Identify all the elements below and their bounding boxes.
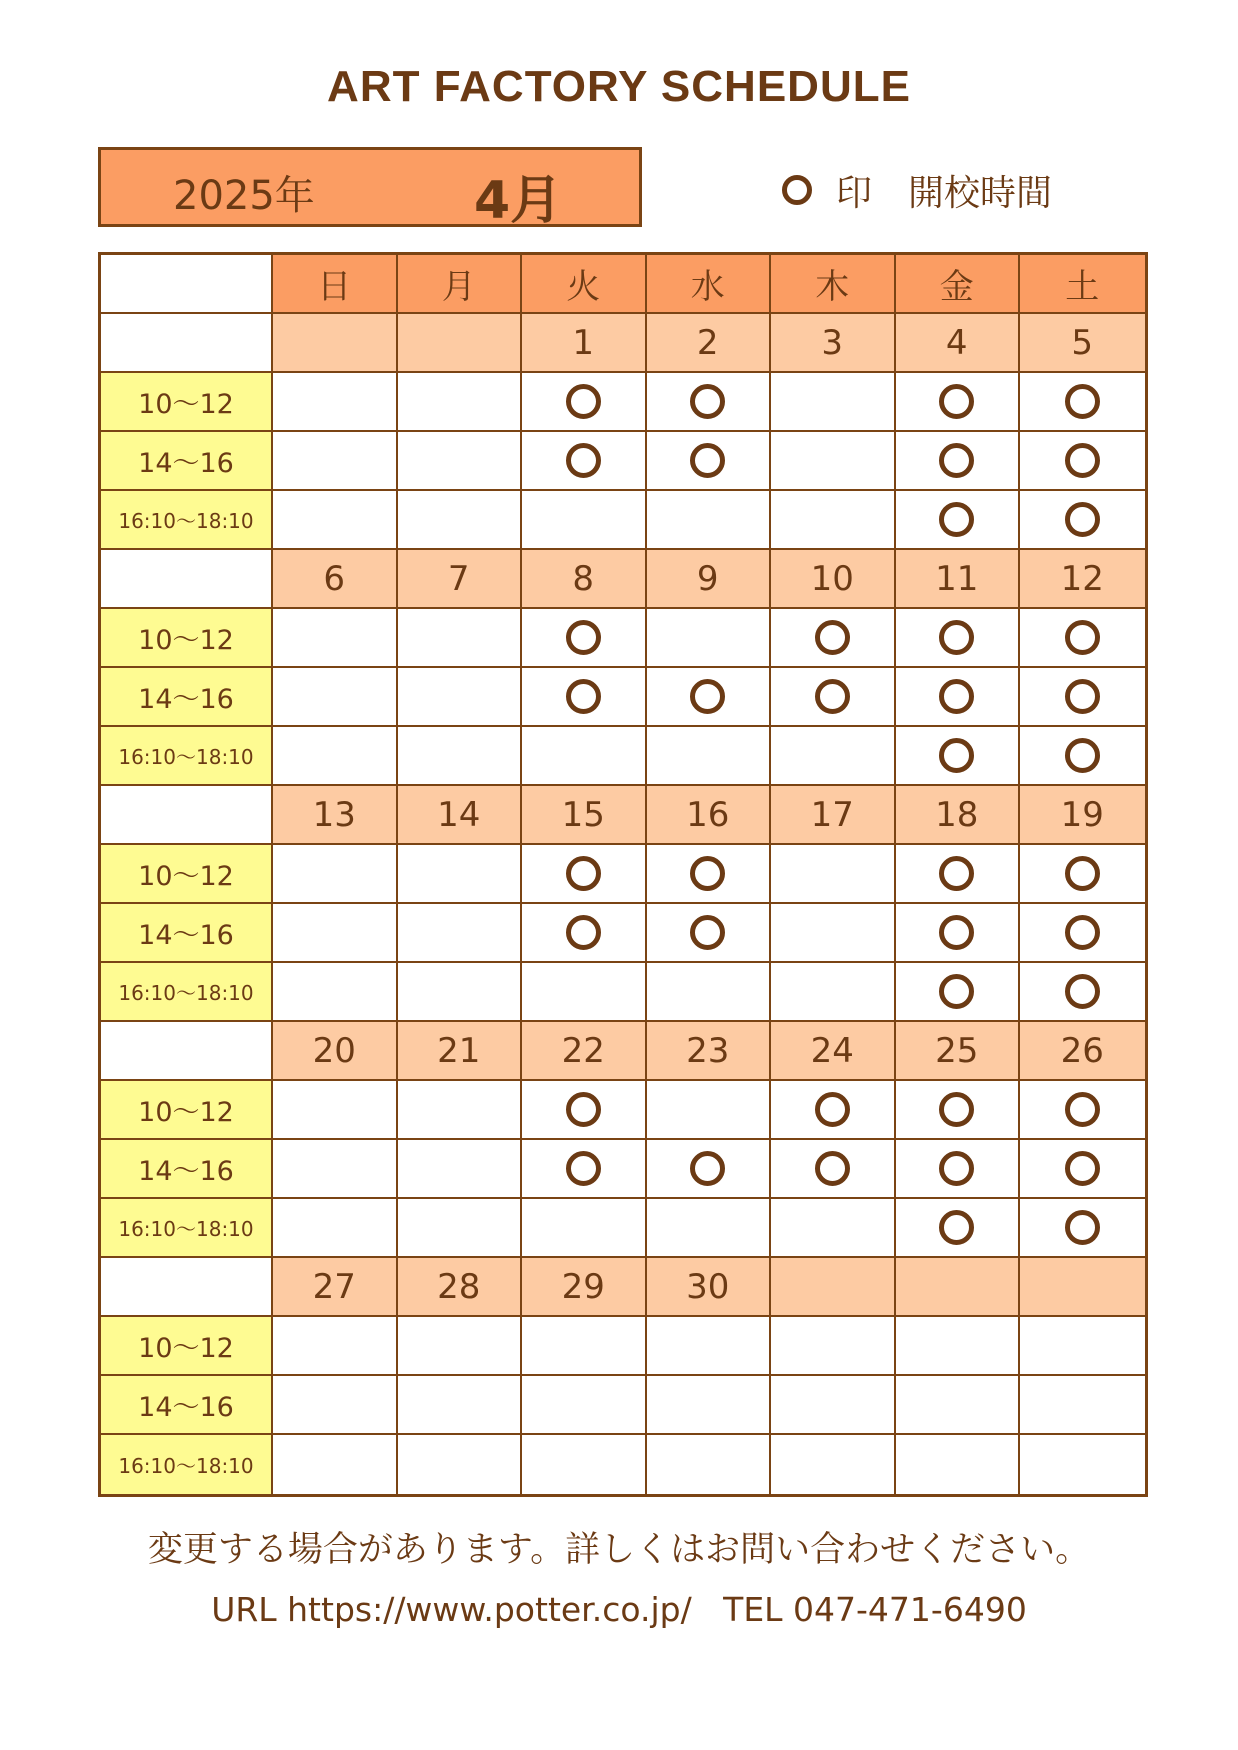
slot-cell bbox=[896, 1081, 1021, 1140]
time-slot-label: 16:10〜18:10 bbox=[101, 963, 273, 1022]
open-circle-icon bbox=[690, 443, 725, 478]
slot-cell bbox=[398, 1199, 523, 1258]
slot-cell bbox=[1020, 1140, 1145, 1199]
weekday-header: 月 bbox=[398, 255, 523, 314]
open-circle-icon bbox=[939, 443, 974, 478]
slot-cell bbox=[896, 963, 1021, 1022]
slot-cell bbox=[896, 609, 1021, 668]
slot-cell bbox=[771, 1376, 896, 1435]
slot-cell bbox=[896, 1140, 1021, 1199]
slot-cell bbox=[771, 1199, 896, 1258]
weekday-header: 木 bbox=[771, 255, 896, 314]
month-header bbox=[98, 147, 642, 231]
date-cell: 21 bbox=[398, 1022, 523, 1081]
slot-cell bbox=[1020, 1199, 1145, 1258]
slot-cell bbox=[522, 904, 647, 963]
date-cell: 6 bbox=[273, 550, 398, 609]
slot-cell bbox=[273, 845, 398, 904]
open-circle-icon bbox=[690, 915, 725, 950]
date-cell: 3 bbox=[771, 314, 896, 373]
slot-cell bbox=[647, 1081, 772, 1140]
time-slot-label: 10〜12 bbox=[101, 1317, 273, 1376]
slot-cell bbox=[273, 1081, 398, 1140]
slot-cell bbox=[1020, 963, 1145, 1022]
slot-cell bbox=[771, 963, 896, 1022]
date-cell bbox=[771, 1258, 896, 1317]
slot-cell bbox=[522, 668, 647, 727]
open-circle-icon bbox=[1065, 620, 1100, 655]
slot-cell bbox=[647, 491, 772, 550]
slot-cell bbox=[522, 1317, 647, 1376]
slot-cell bbox=[522, 1081, 647, 1140]
open-circle-icon bbox=[1065, 502, 1100, 537]
slot-cell bbox=[647, 963, 772, 1022]
slot-cell bbox=[273, 609, 398, 668]
date-cell: 24 bbox=[771, 1022, 896, 1081]
slot-cell bbox=[273, 373, 398, 432]
slot-cell bbox=[522, 609, 647, 668]
slot-cell bbox=[896, 1435, 1021, 1494]
date-cell: 16 bbox=[647, 786, 772, 845]
slot-cell bbox=[398, 727, 523, 786]
open-circle-icon bbox=[939, 738, 974, 773]
slot-cell bbox=[398, 904, 523, 963]
slot-cell bbox=[522, 845, 647, 904]
open-circle-icon bbox=[939, 1092, 974, 1127]
date-cell: 27 bbox=[273, 1258, 398, 1317]
slot-cell bbox=[1020, 845, 1145, 904]
time-slot-label: 10〜12 bbox=[101, 373, 273, 432]
date-cell: 12 bbox=[1020, 550, 1145, 609]
date-cell: 19 bbox=[1020, 786, 1145, 845]
date-cell: 15 bbox=[522, 786, 647, 845]
slot-cell bbox=[398, 1081, 523, 1140]
open-circle-icon bbox=[566, 384, 601, 419]
open-circle-icon bbox=[690, 856, 725, 891]
date-cell: 11 bbox=[896, 550, 1021, 609]
slot-cell bbox=[1020, 904, 1145, 963]
time-slot-label: 16:10〜18:10 bbox=[101, 491, 273, 550]
slot-cell bbox=[1020, 1435, 1145, 1494]
slot-cell bbox=[398, 1317, 523, 1376]
date-cell: 28 bbox=[398, 1258, 523, 1317]
slot-cell bbox=[771, 491, 896, 550]
slot-cell bbox=[647, 727, 772, 786]
slot-cell bbox=[771, 727, 896, 786]
weekday-header: 金 bbox=[896, 255, 1021, 314]
slot-cell bbox=[771, 904, 896, 963]
slot-cell bbox=[647, 1376, 772, 1435]
weekday-header: 日 bbox=[273, 255, 398, 314]
time-slot-label: 16:10〜18:10 bbox=[101, 1435, 273, 1494]
open-circle-icon bbox=[1065, 443, 1100, 478]
date-cell: 14 bbox=[398, 786, 523, 845]
slot-cell bbox=[771, 1435, 896, 1494]
open-circle-icon bbox=[939, 1210, 974, 1245]
open-circle-icon bbox=[566, 1151, 601, 1186]
open-circle-icon bbox=[1065, 915, 1100, 950]
time-slot-label: 14〜16 bbox=[101, 668, 273, 727]
slot-cell bbox=[896, 432, 1021, 491]
legend-mark-label: 印 bbox=[836, 172, 873, 214]
slot-cell bbox=[1020, 727, 1145, 786]
date-cell: 1 bbox=[522, 314, 647, 373]
date-cell: 17 bbox=[771, 786, 896, 845]
slot-cell bbox=[1020, 668, 1145, 727]
date-cell: 20 bbox=[273, 1022, 398, 1081]
slot-cell bbox=[896, 668, 1021, 727]
open-circle-icon bbox=[782, 175, 812, 205]
date-cell: 8 bbox=[522, 550, 647, 609]
open-circle-icon bbox=[566, 1092, 601, 1127]
date-cell bbox=[398, 314, 523, 373]
slot-cell bbox=[273, 1435, 398, 1494]
open-circle-icon bbox=[566, 856, 601, 891]
slot-cell bbox=[896, 1317, 1021, 1376]
time-slot-label: 14〜16 bbox=[101, 904, 273, 963]
date-cell: 13 bbox=[273, 786, 398, 845]
open-circle-icon bbox=[1065, 384, 1100, 419]
contact-footer: URL https://www.potter.co.jp/ TEL 047-471-6490 bbox=[211, 1590, 1027, 1629]
slot-cell bbox=[896, 1376, 1021, 1435]
slot-cell bbox=[522, 373, 647, 432]
date-cell: 5 bbox=[1020, 314, 1145, 373]
time-slot-label: 14〜16 bbox=[101, 1376, 273, 1435]
week-label-cell bbox=[101, 550, 273, 609]
date-cell: 9 bbox=[647, 550, 772, 609]
weekday-header: 土 bbox=[1020, 255, 1145, 314]
slot-cell bbox=[896, 1199, 1021, 1258]
open-circle-icon bbox=[690, 679, 725, 714]
open-circle-icon bbox=[1065, 856, 1100, 891]
open-circle-icon bbox=[939, 974, 974, 1009]
weekday-header: 火 bbox=[522, 255, 647, 314]
slot-cell bbox=[522, 1199, 647, 1258]
slot-cell bbox=[896, 845, 1021, 904]
slot-cell bbox=[896, 904, 1021, 963]
slot-cell bbox=[522, 963, 647, 1022]
slot-cell bbox=[398, 373, 523, 432]
slot-cell bbox=[522, 1376, 647, 1435]
slot-cell bbox=[896, 727, 1021, 786]
open-circle-icon bbox=[939, 856, 974, 891]
time-slot-label: 14〜16 bbox=[101, 432, 273, 491]
slot-cell bbox=[647, 432, 772, 491]
open-circle-icon bbox=[690, 1151, 725, 1186]
slot-cell bbox=[647, 609, 772, 668]
slot-cell bbox=[647, 904, 772, 963]
open-circle-icon bbox=[1065, 679, 1100, 714]
open-circle-icon bbox=[1065, 1092, 1100, 1127]
open-circle-icon bbox=[1065, 738, 1100, 773]
open-circle-icon bbox=[815, 620, 850, 655]
year-label: 2025年 bbox=[173, 173, 315, 219]
slot-cell bbox=[273, 1140, 398, 1199]
date-cell bbox=[896, 1258, 1021, 1317]
legend-meaning: 開校時間 bbox=[908, 172, 1053, 214]
slot-cell bbox=[771, 845, 896, 904]
page-title: ART FACTORY SCHEDULE bbox=[327, 62, 911, 111]
slot-cell bbox=[1020, 609, 1145, 668]
slot-cell bbox=[1020, 1081, 1145, 1140]
slot-cell bbox=[522, 432, 647, 491]
open-circle-icon bbox=[1065, 974, 1100, 1009]
slot-cell bbox=[1020, 491, 1145, 550]
slot-cell bbox=[398, 1376, 523, 1435]
slot-cell bbox=[398, 1140, 523, 1199]
open-circle-icon bbox=[939, 502, 974, 537]
date-cell: 7 bbox=[398, 550, 523, 609]
slot-cell bbox=[1020, 432, 1145, 491]
open-circle-icon bbox=[1065, 1151, 1100, 1186]
slot-cell bbox=[398, 609, 523, 668]
slot-cell bbox=[771, 1140, 896, 1199]
slot-cell bbox=[398, 1435, 523, 1494]
slot-cell bbox=[771, 609, 896, 668]
open-circle-icon bbox=[1065, 1210, 1100, 1245]
open-circle-icon bbox=[815, 1151, 850, 1186]
open-circle-icon bbox=[939, 679, 974, 714]
open-circle-icon bbox=[939, 384, 974, 419]
slot-cell bbox=[896, 491, 1021, 550]
slot-cell bbox=[1020, 373, 1145, 432]
slot-cell bbox=[273, 963, 398, 1022]
corner-cell bbox=[101, 255, 273, 314]
slot-cell bbox=[1020, 1317, 1145, 1376]
date-cell bbox=[1020, 1258, 1145, 1317]
date-cell bbox=[273, 314, 398, 373]
slot-cell bbox=[647, 1140, 772, 1199]
open-circle-icon bbox=[815, 1092, 850, 1127]
date-cell: 4 bbox=[896, 314, 1021, 373]
time-slot-label: 10〜12 bbox=[101, 845, 273, 904]
slot-cell bbox=[771, 1317, 896, 1376]
slot-cell bbox=[896, 373, 1021, 432]
open-circle-icon bbox=[566, 443, 601, 478]
date-cell: 23 bbox=[647, 1022, 772, 1081]
date-cell: 30 bbox=[647, 1258, 772, 1317]
time-slot-label: 10〜12 bbox=[101, 1081, 273, 1140]
slot-cell bbox=[398, 845, 523, 904]
slot-cell bbox=[273, 1199, 398, 1258]
slot-cell bbox=[398, 668, 523, 727]
slot-cell bbox=[771, 373, 896, 432]
time-slot-label: 14〜16 bbox=[101, 1140, 273, 1199]
date-cell: 26 bbox=[1020, 1022, 1145, 1081]
time-slot-label: 16:10〜18:10 bbox=[101, 727, 273, 786]
slot-cell bbox=[273, 432, 398, 491]
slot-cell bbox=[273, 668, 398, 727]
open-circle-icon bbox=[939, 1151, 974, 1186]
slot-cell bbox=[771, 668, 896, 727]
slot-cell bbox=[647, 1199, 772, 1258]
slot-cell bbox=[647, 1317, 772, 1376]
slot-cell bbox=[522, 1435, 647, 1494]
slot-cell bbox=[273, 904, 398, 963]
date-cell: 22 bbox=[522, 1022, 647, 1081]
slot-cell bbox=[771, 1081, 896, 1140]
slot-cell bbox=[398, 491, 523, 550]
week-label-cell bbox=[101, 314, 273, 373]
legend bbox=[782, 165, 1052, 215]
slot-cell bbox=[647, 373, 772, 432]
open-circle-icon bbox=[815, 679, 850, 714]
slot-cell bbox=[647, 1435, 772, 1494]
slot-cell bbox=[647, 845, 772, 904]
slot-cell bbox=[273, 727, 398, 786]
weekday-header: 水 bbox=[647, 255, 772, 314]
week-label-cell bbox=[101, 1022, 273, 1081]
open-circle-icon bbox=[690, 384, 725, 419]
open-circle-icon bbox=[566, 620, 601, 655]
slot-cell bbox=[398, 432, 523, 491]
open-circle-icon bbox=[566, 679, 601, 714]
slot-cell bbox=[522, 491, 647, 550]
open-circle-icon bbox=[939, 915, 974, 950]
slot-cell bbox=[1020, 1376, 1145, 1435]
date-cell: 10 bbox=[771, 550, 896, 609]
slot-cell bbox=[522, 1140, 647, 1199]
date-cell: 29 bbox=[522, 1258, 647, 1317]
time-slot-label: 16:10〜18:10 bbox=[101, 1199, 273, 1258]
slot-cell bbox=[771, 432, 896, 491]
slot-cell bbox=[273, 491, 398, 550]
time-slot-label: 10〜12 bbox=[101, 609, 273, 668]
date-cell: 25 bbox=[896, 1022, 1021, 1081]
slot-cell bbox=[647, 668, 772, 727]
slot-cell bbox=[522, 727, 647, 786]
date-cell: 2 bbox=[647, 314, 772, 373]
open-circle-icon bbox=[939, 620, 974, 655]
slot-cell bbox=[398, 963, 523, 1022]
date-cell: 18 bbox=[896, 786, 1021, 845]
schedule-table bbox=[98, 252, 1148, 1497]
week-label-cell bbox=[101, 1258, 273, 1317]
week-label-cell bbox=[101, 786, 273, 845]
month-label: 4月 bbox=[474, 171, 563, 231]
slot-cell bbox=[273, 1317, 398, 1376]
open-circle-icon bbox=[566, 915, 601, 950]
change-notice: 変更する場合があります。詳しくはお問い合わせください。 bbox=[147, 1530, 1091, 1570]
slot-cell bbox=[273, 1376, 398, 1435]
